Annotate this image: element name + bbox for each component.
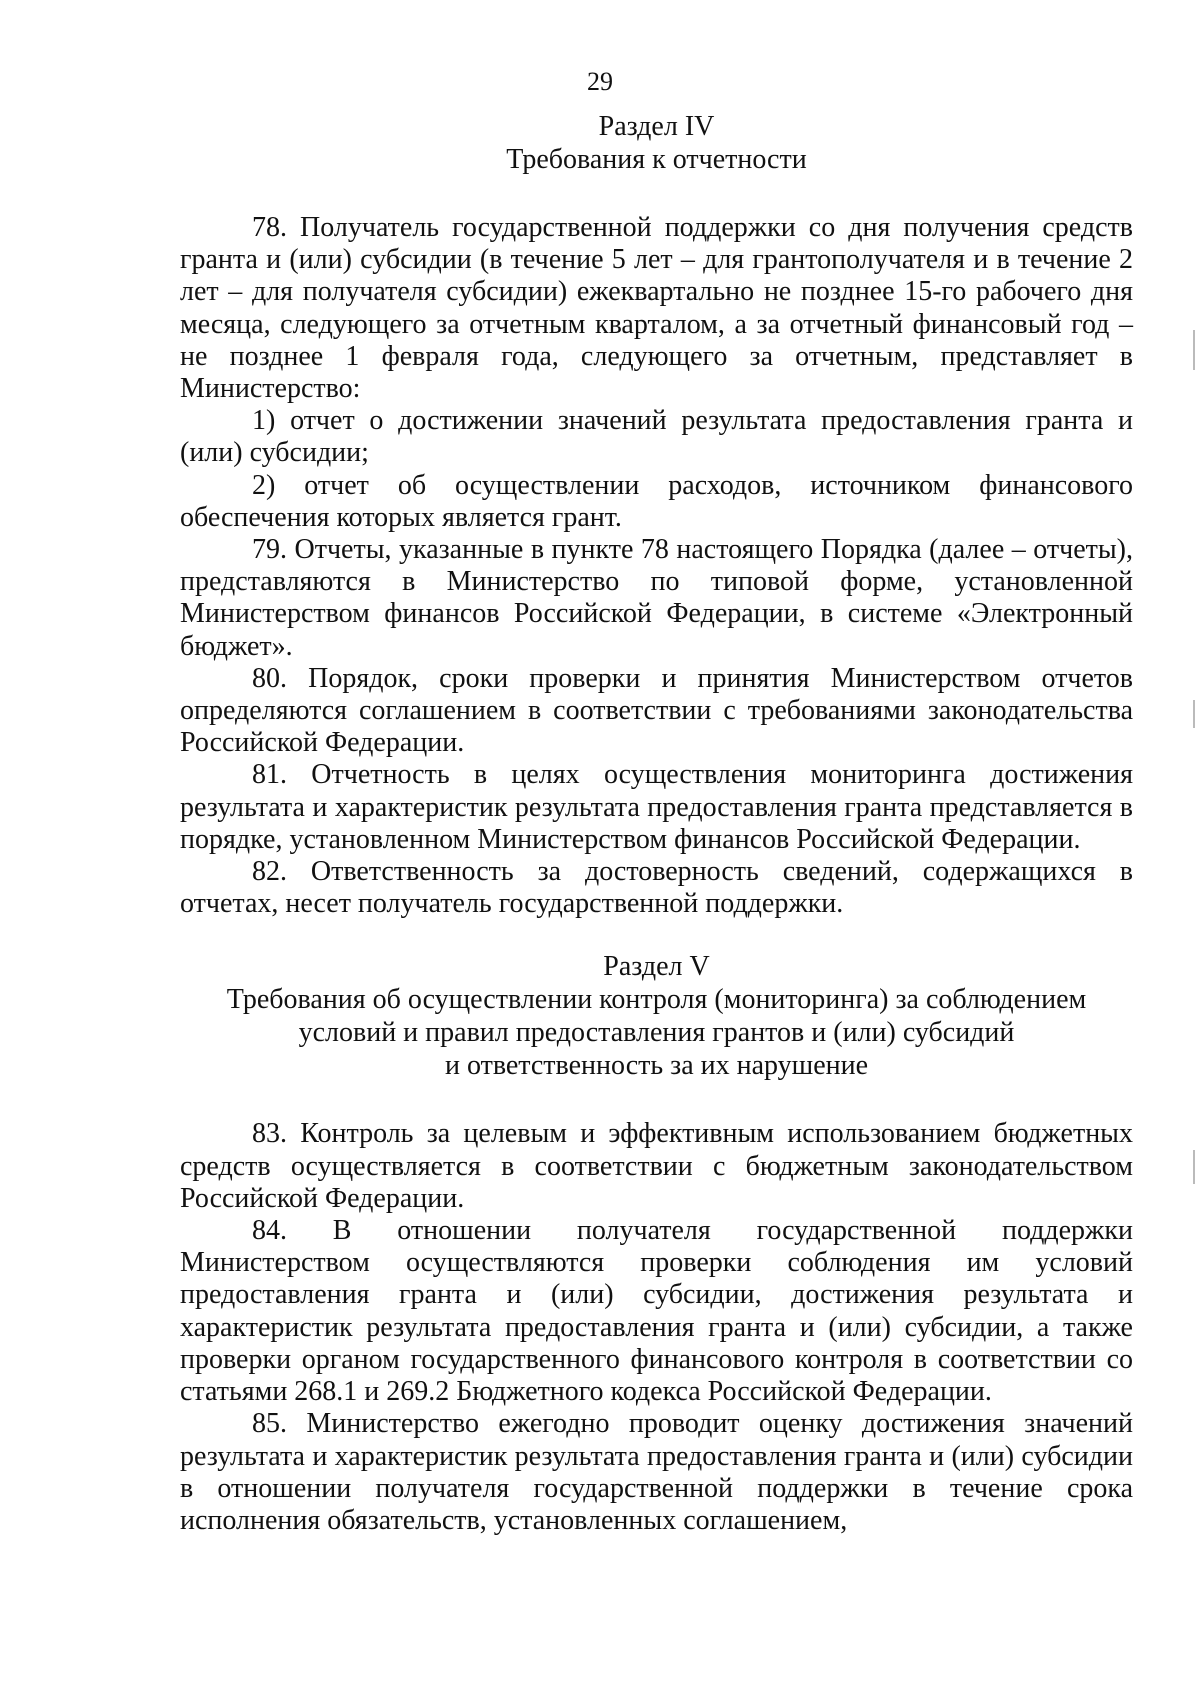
paragraph-83: 83. Контроль за целевым и эффективным использованием бюджетных средств осуществляется в соответствии с бюджетным законодательством Российской Федерации. xyxy=(180,1118,1133,1214)
paragraph-85: 85. Министерство ежегодно проводит оценку достижения значений результата и характеристик результата предоставления гранта и (или) субсидии в отношении получателя государственной поддержки в течение срока исполнения обязательств, установленных соглашением, xyxy=(180,1408,1133,1536)
paragraph-78: 78. Получатель государственной поддержки со дня получения средств гранта и (или) субсидии (в течение 5 лет – для грантополучателя и в течение 2 лет – для получателя субсидии) ежеквартально не позднее 15-го рабочего дня месяца, следующего за отчетным кварталом, а за отчетный финансовый год – не позднее 1 февраля года, следующего за отчетным, представляет в Министерство: xyxy=(180,212,1133,405)
section-heading: Раздел V xyxy=(603,951,710,983)
paragraph-81: 81. Отчетность в целях осуществления мониторинга достижения результата и характеристик результата предоставления гранта представляется в порядке, установленном Министерством финансов Российской Федерации. xyxy=(180,759,1133,855)
list-item-1: 1) отчет о достижении значений результата предоставления гранта и (или) субсидии; xyxy=(180,405,1133,469)
paragraph-84: 84. В отношении получателя государственной поддержки Министерством осуществляются проверки соблюдения им условий предоставления гранта и (или) субсидии, достижения результата и характеристик результата предоставления гранта и (или) субсидии, а также проверки органом государственного финансового контроля в соответствии со статьями 268.1 и 269.2 Бюджетного кодекса Российской Федерации. xyxy=(180,1215,1133,1408)
section-title-line: и ответственность за их нарушение xyxy=(444,1050,869,1082)
list-item-2: 2) отчет об осуществлении расходов, источником финансового обеспечения которых является грант. xyxy=(180,469,1133,533)
page-number: 29 xyxy=(587,67,613,96)
section-title-line: условий и правил предоставления грантов и (или) субсидий xyxy=(298,1017,1015,1049)
section-4 xyxy=(180,110,1133,176)
section-title-line: Требования об осуществлении контроля (мониторинга) за соблюдением xyxy=(226,984,1087,1016)
paragraph-79: 79. Отчеты, указанные в пункте 78 настоящего Порядка (далее – отчеты), представляются в Министерство по типовой форме, установленной Министерством финансов Российской Федерации, в системе «Электронный бюджет». xyxy=(180,534,1133,662)
paragraph-80: 80. Порядок, сроки проверки и принятия Министерством отчетов определяются соглашением в соответствии с требованиями законодательства Российской Федерации. xyxy=(180,662,1133,759)
scan-edge-mark xyxy=(1193,1150,1195,1184)
scan-edge-mark xyxy=(1193,700,1195,728)
document-body xyxy=(180,110,1133,1537)
section-heading: Раздел IV xyxy=(598,111,715,142)
section-5 xyxy=(180,950,1133,1082)
section-title: Требования к отчетности xyxy=(506,144,807,175)
scan-edge-mark xyxy=(1193,330,1195,370)
paragraph-82: 82. Ответственность за достоверность сведений, содержащихся в отчетах, несет получатель государственной поддержки. xyxy=(180,856,1133,920)
